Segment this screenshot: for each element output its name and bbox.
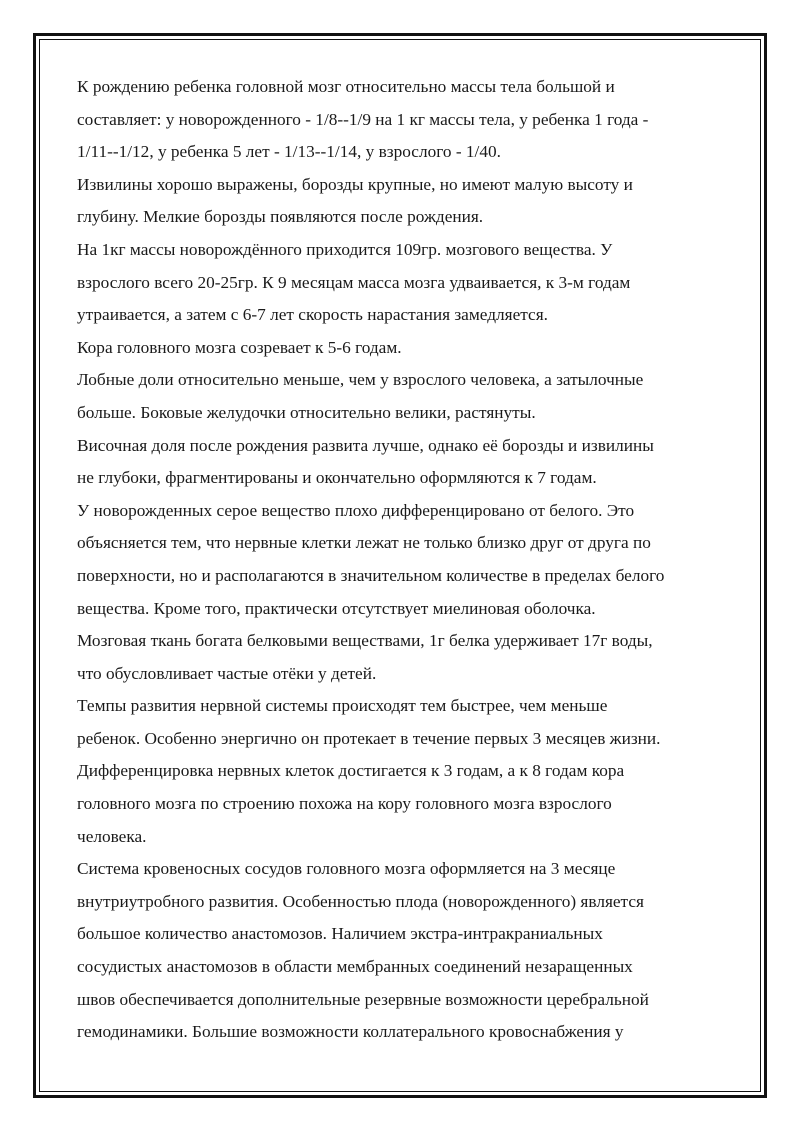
body-text [77, 71, 727, 1049]
text-line: составляет: у новорожденного - 1/8--1/9 на 1 кг массы тела, у ребенка 1 года - [77, 109, 649, 129]
text-line: сосудистых анастомозов в области мембранных соединений незаращенных [77, 957, 633, 977]
text-line: объясняется тем, что нервные клетки лежат не только близко друг от друга по [77, 533, 651, 553]
text-line: Извилины хорошо выражены, борозды крупные, но имеют малую высоту и [77, 174, 633, 194]
text-line: Мозговая ткань богата белковыми веществами, 1г белка удерживает 17г воды, [77, 631, 653, 651]
text-line: утраивается, а затем с 6-7 лет скорость нарастания замедляется. [77, 305, 548, 325]
text-line: Дифференцировка нервных клеток достигается к 3 годам, а к 8 годам кора [77, 761, 625, 781]
text-line: не глубоки, фрагментированы и окончательно оформляются к 7 годам. [77, 468, 597, 488]
text-line: Височная доля после рождения развита лучше, однако её борозды и извилины [77, 435, 654, 455]
text-line: внутриутробного развития. Особенностью плода (новорожденного) является [77, 891, 644, 911]
text-line: швов обеспечивается дополнительные резервные возможности церебральной [77, 989, 649, 1009]
text-line: взрослого всего 20-25гр. К 9 месяцам масса мозга удваивается, к 3-м годам [77, 272, 631, 292]
text-line: На 1кг массы новорождённого приходится 109гр. мозгового вещества. У [77, 239, 613, 259]
text-line: большое количество анастомозов. Наличием экстра-интракраниальных [77, 924, 603, 944]
text-line: глубину. Мелкие борозды появляются после рождения. [77, 207, 484, 227]
text-line: что обусловливает частые отёки у детей. [77, 663, 377, 683]
text-line: К рождению ребенка головной мозг относительно массы тела большой и [77, 77, 615, 96]
text-line: У новорожденных серое вещество плохо дифференцировано от белого. Это [77, 500, 635, 520]
text-line: Лобные доли относительно меньше, чем у взрослого человека, а затылочные [77, 370, 644, 390]
text-line: гемодинамики. Большие возможности коллатерального кровоснабжения у [77, 1022, 624, 1042]
text-line: больше. Боковые желудочки относительно велики, растянуты. [77, 402, 536, 422]
text-line: ребенок. Особенно энергично он протекает в течение первых 3 месяцев жизни. [77, 728, 661, 748]
text-line: человека. [77, 826, 147, 846]
text-line: 1/11--1/12, у ребенка 5 лет - 1/13--1/14, у взрослого - 1/40. [77, 142, 501, 162]
text-line: Кора головного мозга созревает к 5-6 годам. [77, 337, 402, 357]
text-line: поверхности, но и располагаются в значительном количестве в пределах белого [77, 565, 665, 585]
text-line: Система кровеносных сосудов головного мозга оформляется на 3 месяце [77, 859, 616, 879]
text-line: вещества. Кроме того, практически отсутствует миелиновая оболочка. [77, 598, 596, 618]
text-line: головного мозга по строению похожа на кору головного мозга взрослого [77, 794, 612, 814]
text-line: Темпы развития нервной системы происходят тем быстрее, чем меньше [77, 696, 608, 716]
